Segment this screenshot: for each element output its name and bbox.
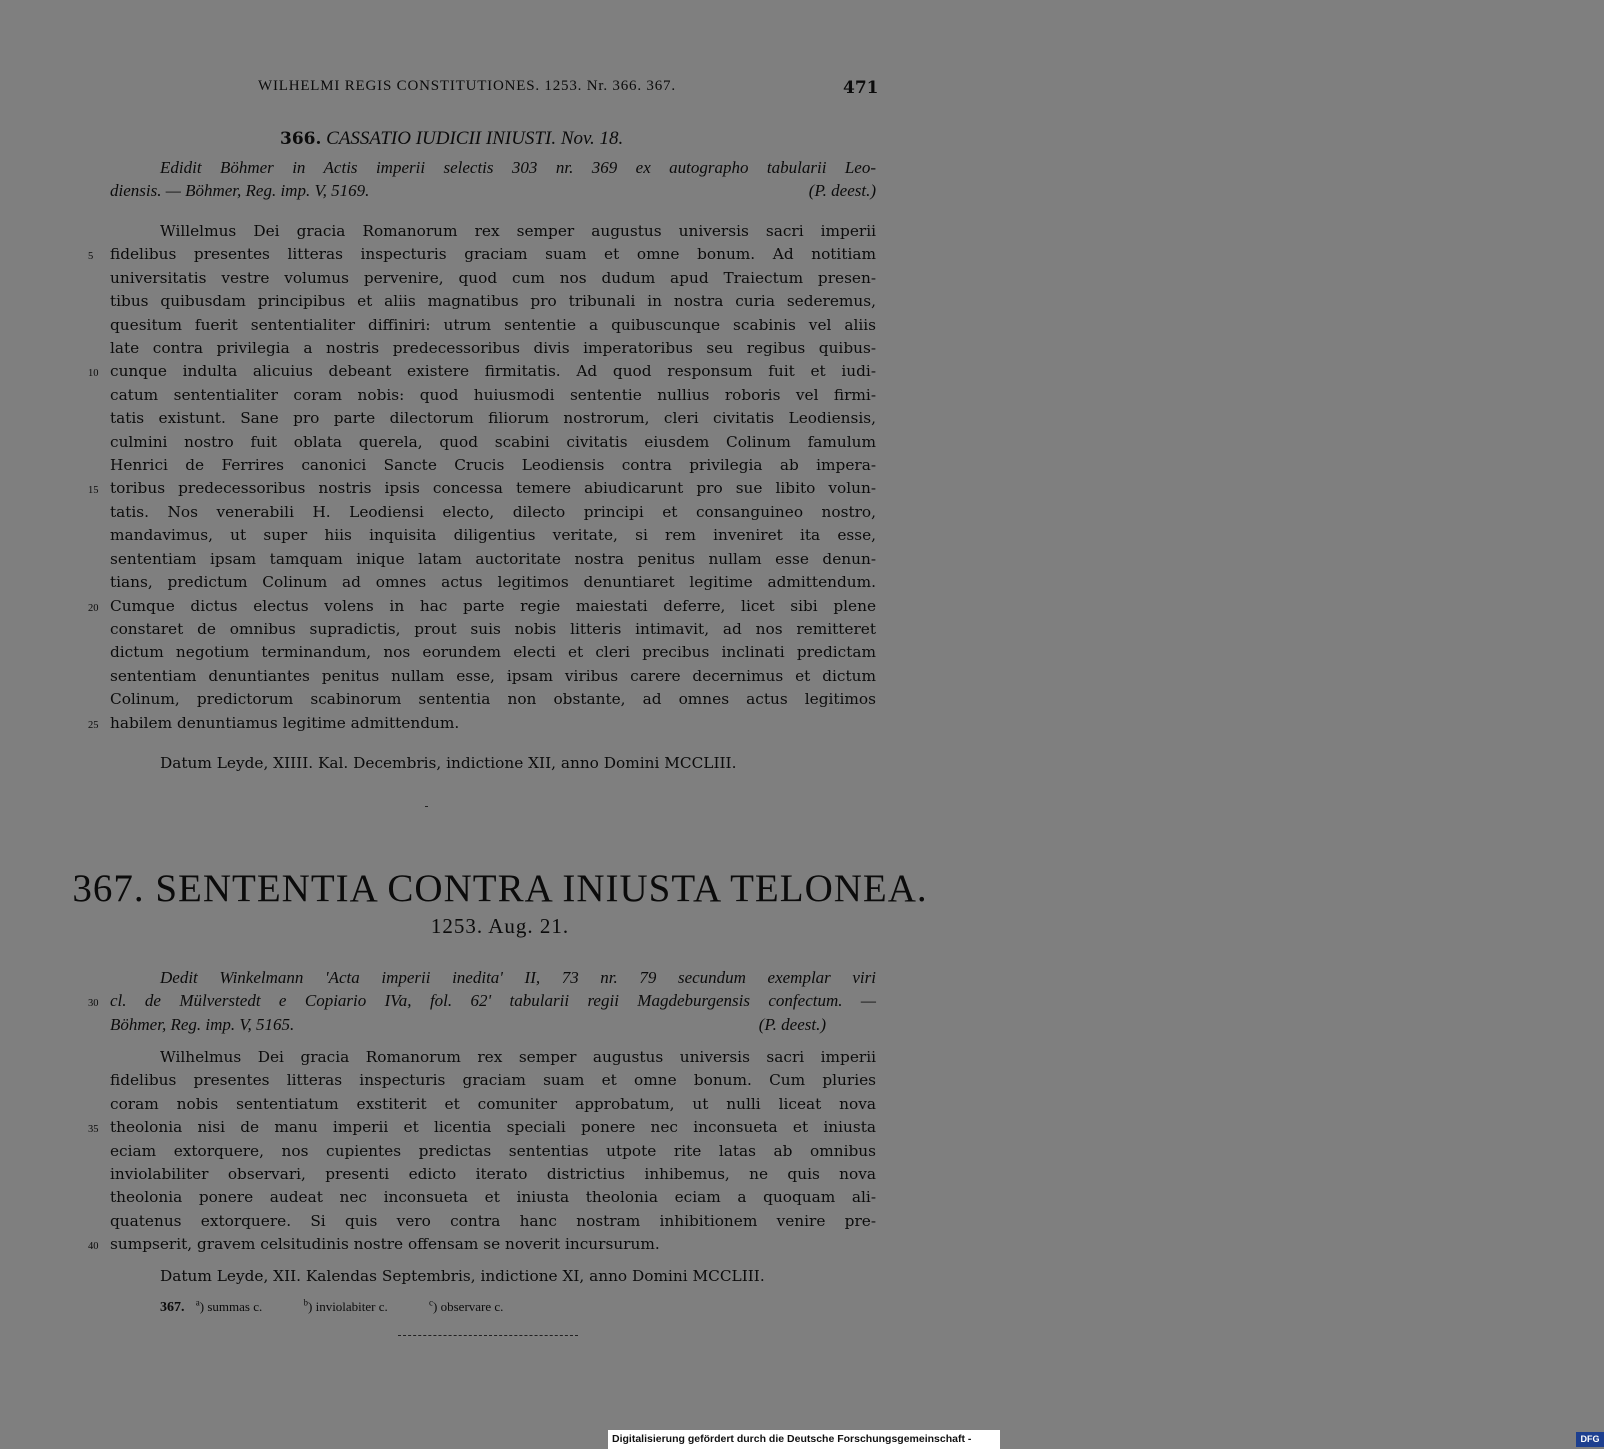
doc366-text: habilem denuntiamus legitime admittendum. [110,713,460,732]
doc367-text: eciam extorquere, nos cupientes predictas sententias utpote rite latas ab omnibus [110,1141,876,1160]
doc366-line [88,243,876,266]
line-number: 40 [88,1241,99,1253]
dfg-footer-text: Digitalisierung gefördert durch die Deutsche Forschungsgemeinschaft - [612,1433,972,1445]
doc366-text: catum sententialiter coram nobis: quod huiusmodi sententie nullius roboris vel firmi- [110,385,876,404]
footnote-b-text: inviolabiter c. [315,1299,388,1314]
doc366-text: toribus predecessoribus nostris ipsis concessa temere abiudicarunt pro sue libito volun- [110,479,876,498]
doc367-title: 367. SENTENTIA CONTRA INIUSTA TELONEA. [72,867,928,910]
doc366-line [110,431,876,454]
doc366-datum: Datum Leyde, XIIII. Kal. Decembris, indictione XII, anno Domini MCCLIII. [160,754,737,772]
footnote-a: $^a$) summas c. [195,1297,263,1314]
doc366-line [110,641,876,664]
footnote-c: $^c$) observare c. [429,1297,504,1314]
doc367-dedit [88,966,876,1036]
footnote-label: 367. [160,1300,185,1315]
doc367-source-note: (P. deest.) [758,1014,826,1034]
line-number: 30 [88,998,99,1010]
doc366-text: quesitum fuerit sententialiter diffiniri: utrum sententie a quibuscunque scabinis vel aliis [110,315,876,334]
end-rule [398,1335,578,1336]
doc366-text: mandavimus, ut super hiis inquisita diligentius veritate, si rem inveniret ita esse, [110,526,876,545]
doc367-text: coram nobis sententiatum exstiterit et comuniter approbatum, ut nulli liceat nova [110,1094,876,1113]
doc367-dedit-text: Böhmer, Reg. imp. V, 5165. [110,1014,295,1034]
doc367-footnotes [160,1299,503,1316]
doc366-text: culmini nostro fuit oblata querela, quod scabini civitatis eiusdem Colinum famulum [110,432,876,451]
doc367-line [110,1046,876,1069]
doc367-dedit-text: Dedit Winkelmann 'Acta imperii inedita' II, 73 nr. 79 secundum exemplar viri [160,968,876,987]
doc367-dedit-line [88,989,876,1012]
doc366-datum-block [110,752,876,775]
doc366-line [88,595,876,618]
doc366-body [88,220,876,735]
doc367-datum: Datum Leyde, XII. Kalendas Septembris, indictione XI, anno Domini MCCLIII. [160,1267,765,1285]
doc366-line [110,220,876,243]
doc366-line [110,290,876,313]
doc366-line [110,618,876,641]
doc367-dedit-text: cl. de Mülverstedt e Copiario IVa, fol. 62' tabularii regii Magdeburgensis confectum. — [110,991,876,1011]
doc367-text: inviolabiliter observari, presenti edicto iterato districtius inhibemus, ne quis nova [110,1165,876,1184]
doc366-edidit-text: diensis. — Böhmer, Reg. imp. V, 5169. [110,181,370,201]
doc366-line [110,688,876,711]
doc366-text: tatis existunt. Sane pro parte dilectorum filiorum nostrorum, cleri civitatis Leodiensis, [110,409,876,428]
doc366-heading [280,128,623,150]
doc366-line [110,665,876,688]
doc367-line [110,1163,876,1186]
doc366-line [110,571,876,594]
doc366-line [110,524,876,547]
doc366-line [110,314,876,337]
line-number: 20 [88,602,99,614]
doc367-line [110,1093,876,1116]
doc366-line [110,337,876,360]
doc367-line [110,1140,876,1163]
line-number: 15 [88,485,99,497]
doc366-text: tatis. Nos venerabili H. Leodiensi electo, dilecto principi et consanguineo nostro, [110,502,876,521]
doc366-line [110,548,876,571]
doc367-line [110,1210,876,1233]
footnote-c-text: observare c. [440,1299,504,1314]
line-number: 5 [88,251,94,263]
doc366-line [88,360,876,383]
doc366-text: Willelmus Dei gracia Romanorum rex semper augustus universis sacri imperii [160,222,876,240]
doc367-text: fidelibus presentes litteras inspecturis graciam suam et omne bonum. Cum pluries [110,1071,876,1090]
doc366-text: Henrici de Ferrires canonici Sancte Crucis Leodiensis contra privilegia ab impera- [110,456,876,475]
doc367-text: quatenus extorquere. Si quis vero contra hanc nostram inhibitionem venire pre- [110,1211,876,1230]
doc366-line [110,454,876,477]
doc366-text: tians, predictum Colinum ad omnes actus legitimos denuntiaret legitime admittendum. [110,573,876,592]
separator-dot [425,806,428,807]
doc366-edidit-line: Edidit Böhmer in Actis imperii selectis 303 nr. 369 ex autographo tabularii Leo- [160,158,876,177]
doc366-line [88,477,876,500]
doc367-line [88,1116,876,1139]
doc366-text: cunque indulta alicuius debeant existere firmitatis. Ad quod responsum fuit et iudi- [110,362,876,381]
dfg-logo: DFG [1576,1432,1604,1447]
doc366-text: fidelibus presentes litteras inspecturis graciam suam et omne bonum. Ad notitiam [110,245,876,264]
line-number: 35 [88,1124,99,1136]
doc367-text: theolonia nisi de manu imperii et licentia speciali ponere nec inconsueta et iniusta [110,1118,876,1137]
doc366-text: Cumque dictus electus volens in hac parte regie maiestati deferre, licet sibi plene [110,596,876,615]
doc367-line [88,1233,876,1256]
doc366-line [110,501,876,524]
doc366-number: 366. [280,129,322,149]
doc366-text: dictum negotium terminandum, nos eorundem electi et cleri precibus inclinati predictam [110,643,876,662]
doc367-line [110,1186,876,1209]
doc367-date: 1253. Aug. 21. [430,914,570,938]
doc366-text: late contra privilegia a nostris predecessoribus divis imperatoribus seu regibus quibus- [110,339,876,358]
doc367-dedit-line [110,1013,876,1036]
doc366-source-note: (P. deest.) [808,181,876,201]
doc367-text: theolonia ponere audeat nec inconsueta et iniusta theolonia eciam a quoquam ali- [110,1188,876,1207]
doc366-text: sententiam denuntiantes penitus nullam esse, ipsam viribus carere decernimus et dictum [110,666,876,685]
footnote-a-text: summas c. [207,1299,263,1314]
dfg-footer [608,1430,1600,1449]
doc367-dedit-line [110,966,876,989]
doc366-edidit-line [110,179,876,202]
page-number: 471 [843,78,879,98]
doc367-text: Wilhelmus Dei gracia Romanorum rex semper augustus universis sacri imperii [160,1048,876,1066]
running-title: WILHELMI REGIS CONSTITUTIONES. 1253. Nr. 366. 367. [258,78,676,94]
doc366-title: CASSATIO IUDICII INIUSTI. Nov. 18. [326,128,624,149]
doc366-line [110,267,876,290]
doc366-line [110,407,876,430]
doc367-line [110,1069,876,1092]
doc367-body [88,1046,876,1257]
doc366-text: constaret de omnibus supradictis, prout suis nobis litteris intimavit, ad nos remitteret [110,619,876,638]
line-number: 10 [88,368,99,380]
footnote-b: $^b$) inviolabiter c. [303,1297,388,1314]
doc367-datum-block [110,1265,876,1288]
line-number: 25 [88,719,99,731]
doc366-edidit [110,156,876,203]
doc366-line [88,712,876,735]
doc366-text: tibus quibusdam principibus et aliis magnatibus pro tribunali in nostra curia sederemus, [110,292,876,311]
doc366-text: sententiam ipsam tamquam inique latam auctoritate nostra penitus nullam esse denun- [110,549,876,568]
doc367-text: sumpserit, gravem celsitudinis nostre offensam se noverit incursurum. [110,1235,660,1254]
running-header [0,78,1000,102]
doc366-line [110,384,876,407]
doc366-text: universitatis vestre volumus pervenire, quod cum nos dudum apud Traiectum presen- [110,268,876,287]
doc366-text: Colinum, predictorum scabinorum sententia non obstante, ad omnes actus legitimos [110,690,876,709]
